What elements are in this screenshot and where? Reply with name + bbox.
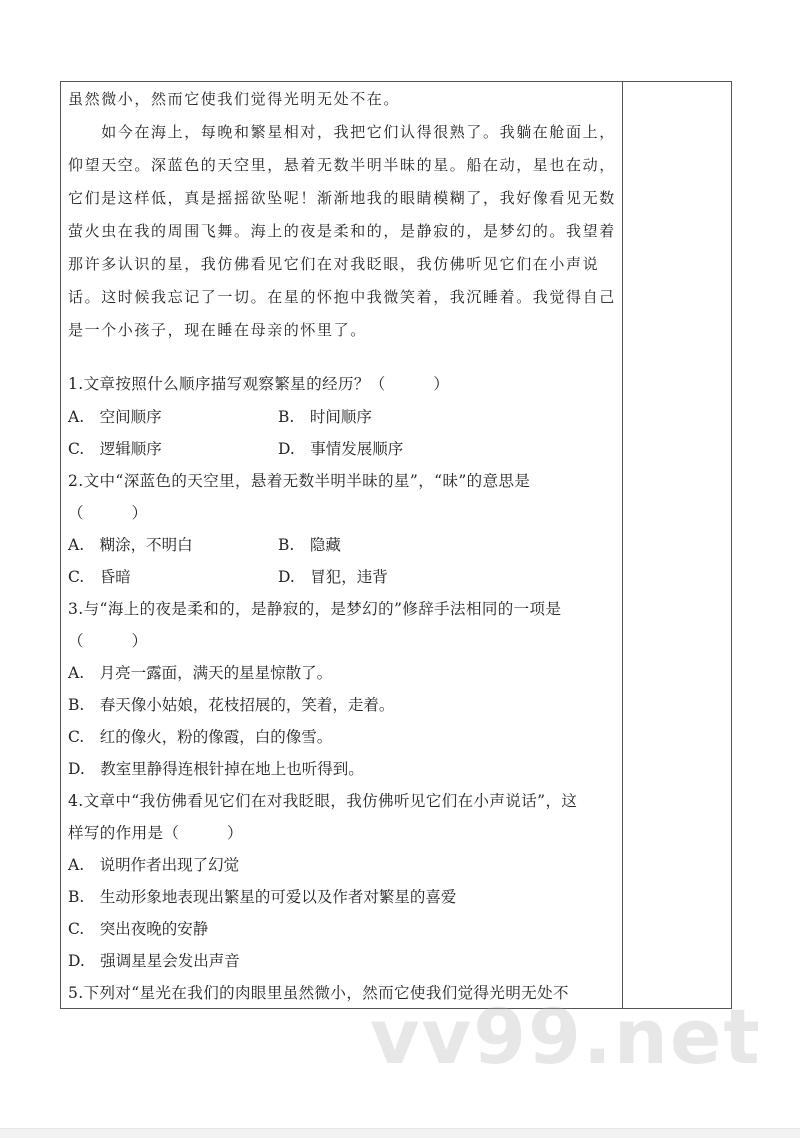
question-3-option-c[interactable]: C. 红的像火，粉的像霞，白的像雪。 [68, 728, 333, 746]
question-3-option-b[interactable]: B. 春天像小姑娘，花枝招展的，笑着，走着。 [68, 696, 395, 714]
question-3-option-d[interactable]: D. 教室里静得连根针掉在地上也听得到。 [68, 760, 364, 778]
question-3-blank: （ ） [68, 632, 148, 650]
passage-line: 虽然微小，然而它使我们觉得光明无处不在。 [68, 90, 401, 108]
question-2-blank: （ ） [68, 504, 148, 522]
passage-line: 那许多认识的星，我仿佛看见它们在对我眨眼，我仿佛听见它们在小声说 [68, 255, 600, 273]
question-1-option-c[interactable]: C. 逻辑顺序 [68, 440, 162, 458]
question-4-option-a[interactable]: A. 说明作者出现了幻觉 [68, 856, 240, 874]
question-4-option-c[interactable]: C. 突出夜晚的安静 [68, 920, 209, 938]
question-3-option-a[interactable]: A. 月亮一露面，满天的星星惊散了。 [68, 664, 333, 682]
question-4-option-b[interactable]: B. 生动形象地表现出繁星的可爱以及作者对繁星的喜爱 [68, 888, 457, 906]
question-1-option-b[interactable]: B. 时间顺序 [278, 408, 372, 426]
question-2-option-c[interactable]: C. 昏暗 [68, 568, 131, 586]
question-5-stem: 5.下列对“星光在我们的肉眼里虽然微小，然而它使我们觉得光明无处不 [68, 984, 569, 1002]
question-1-stem: 1.文章按照什么顺序描写观察繁星的经历？（ ） [68, 375, 450, 393]
question-4-stem: 4.文章中“我仿佛看见它们在对我眨眼，我仿佛听见它们在小声说话”，这 [68, 792, 578, 810]
passage-line: 萤火虫在我的周围飞舞。海上的夜是柔和的，是静寂的，是梦幻的。我望着 [68, 222, 616, 240]
question-2-stem: 2.文中“深蓝色的天空里，悬着无数半明半昧的星”，“昧”的意思是 [68, 472, 531, 490]
passage-line: 它们是这样低，真是摇摇欲坠呢！渐渐地我的眼睛模糊了，我好像看见无数 [68, 189, 616, 207]
question-4-option-d[interactable]: D. 强调星星会发出声音 [68, 952, 240, 970]
passage-line: 是一个小孩子，现在睡在母亲的怀里了。 [68, 321, 367, 339]
question-2-option-b[interactable]: B. 隐藏 [278, 536, 341, 554]
question-2-option-a[interactable]: A. 糊涂，不明白 [68, 536, 193, 554]
question-3-stem: 3.与“海上的夜是柔和的，是静寂的，是梦幻的”修辞手法相同的一项是 [68, 600, 562, 618]
question-1-option-d[interactable]: D. 事情发展顺序 [278, 440, 404, 458]
table-column-divider [622, 81, 623, 1009]
site-watermark: vv99.net [370, 992, 762, 1081]
question-4-stem-continued: 样写的作用是（ ） [68, 824, 243, 842]
question-2-option-d[interactable]: D. 冒犯，违背 [278, 568, 388, 586]
passage-line: 仰望天空。深蓝色的天空里，悬着无数半明半昧的星。船在动，星也在动， [68, 156, 616, 174]
question-1-option-a[interactable]: A. 空间顺序 [68, 408, 162, 426]
passage-line: 如今在海上，每晚和繁星相对，我把它们认得很熟了。我躺在舱面上， [68, 123, 616, 141]
passage-line: 话。这时候我忘记了一切。在星的怀抱中我微笑着，我沉睡着。我觉得自己 [68, 288, 616, 306]
